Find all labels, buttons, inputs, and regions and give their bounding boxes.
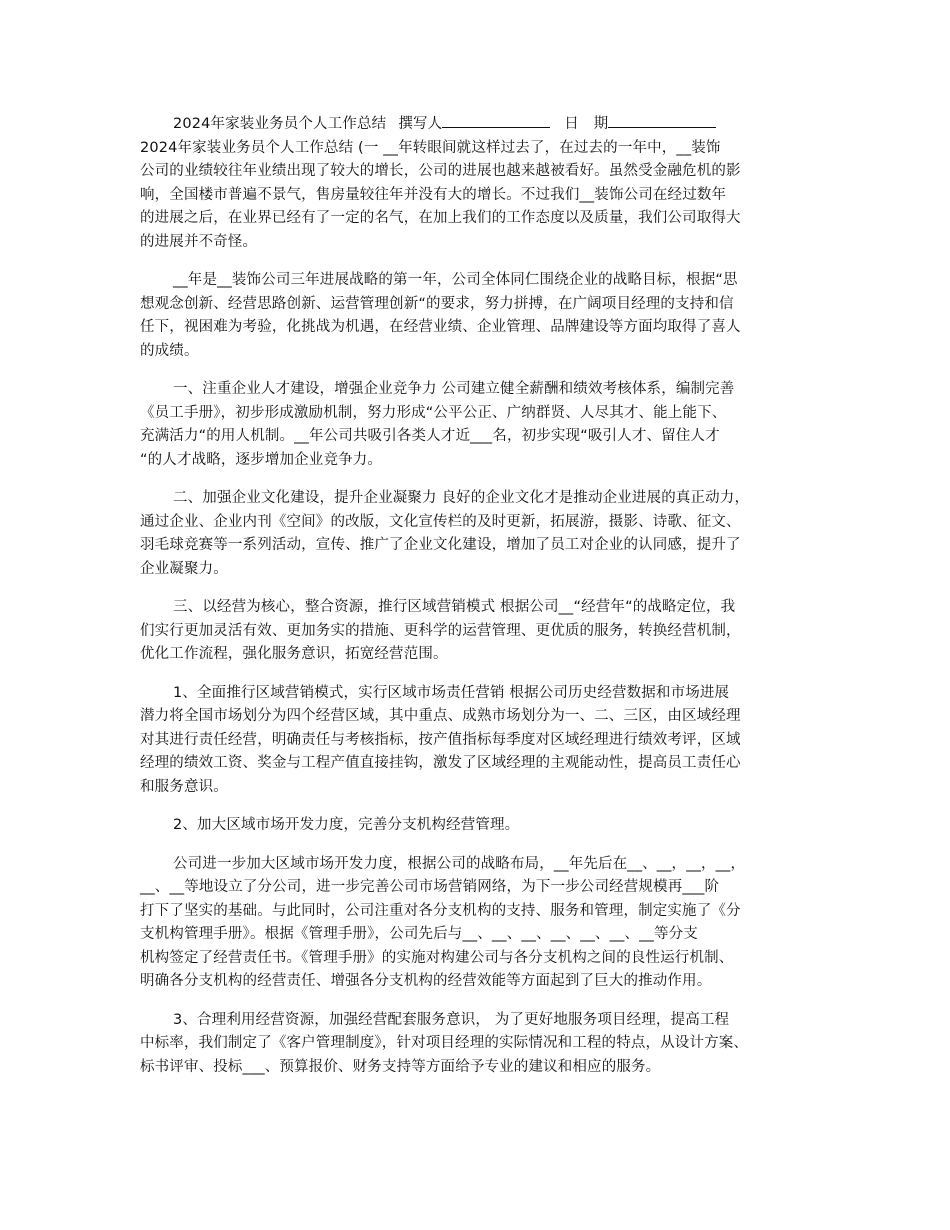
text-line: 通过企业、企业内刊《空间》的改版，文化宣传栏的及时更新，拓展游，摄影、诗歌、征文、 bbox=[140, 513, 741, 530]
paragraph-item-1 bbox=[140, 682, 812, 800]
author-blank bbox=[442, 112, 550, 128]
document-page bbox=[140, 112, 812, 1079]
paragraph-section-3 bbox=[140, 596, 812, 667]
paragraph-item-3 bbox=[140, 1009, 812, 1080]
document-title: 2024年家装业务员个人工作总结 bbox=[173, 116, 387, 132]
paragraph-intro bbox=[140, 137, 812, 255]
text-line: 潜力将全国市场划分为四个经营区域，其中重点、成熟市场划分为一、二、三区，由区域经理 bbox=[140, 708, 741, 724]
text-line: 公司进一步加大区域市场开发力度，根据公司的战略布局，__年先后在__、__，__，__， bbox=[173, 855, 746, 872]
date-label: 日 期 bbox=[564, 116, 609, 132]
text-line: 的进展之后，在业界已经有了一定的名气，在加上我们的工作态度以及质量，我们公司取得大 bbox=[140, 210, 741, 226]
text-line: 响，全国楼市普遍不景气，售房量较往年并没有大的增长。不过我们__装饰公司在经过数年 bbox=[140, 186, 727, 203]
paragraph-item-2 bbox=[140, 814, 812, 838]
text-line: 三、以经营为核心，整合资源，推行区域营销模式 根据公司__“经营年“的战略定位，我 bbox=[173, 599, 736, 615]
text-line: 支机构管理手册》。根据《管理手册》，公司先后与__、__、__、__、__、__、__等分支 bbox=[140, 926, 698, 942]
text-line: 优化工作流程，强化服务意识，拓宽经营范围。 bbox=[140, 646, 448, 662]
text-line: “的人才战略，逐步增加企业竞争力。 bbox=[140, 451, 383, 468]
paragraph-strategy bbox=[140, 269, 812, 363]
paragraph-section-2 bbox=[140, 487, 812, 581]
text-line: 打下了坚实的基础。与此同时，公司注重对各分支机构的支持、服务和管理，制定实施了《分 bbox=[140, 902, 741, 919]
text-line: 对其进行责任经营，明确责任与考核指标，按产值指标每季度对区域经理进行绩效考评，区域 bbox=[140, 731, 741, 748]
author-label: 撰写人 bbox=[398, 116, 443, 132]
text-line: 经理的绩效工资、奖金与工程产值直接挂钩，激发了区域经理的主观能动性，提高员工责任心 bbox=[140, 755, 741, 771]
text-line: 二、加强企业文化建设，提升企业凝聚力 良好的企业文化才是推动企业进展的真正动力， bbox=[173, 490, 750, 506]
text-line: 企业凝聚力。 bbox=[140, 560, 228, 577]
text-line: 的进展并不奇怪。 bbox=[140, 233, 258, 250]
text-line: 羽毛球竞赛等一系列活动，宣传、推广了企业文化建设，增加了员工对企业的认同感，提升了 bbox=[140, 537, 741, 553]
paragraph-section-1 bbox=[140, 378, 812, 472]
text-line: 1、全面推行区域营销模式，实行区域市场责任营销 根据公司历史经营数据和市场进展 bbox=[173, 684, 730, 701]
text-line: __年是__装饰公司三年进展战略的第一年，公司全体同仁围绕企业的战略目标，根据“思 bbox=[173, 272, 738, 288]
text-line: 3、合理利用经营资源，加强经营配套服务意识， 为了更好地服务项目经理，提高工程 bbox=[173, 1011, 730, 1028]
text-line: 机构签定了经营责任书。《管理手册》的实施对构建公司与各分支机构之间的良性运行机制、 bbox=[140, 949, 734, 966]
text-line: 充满活力“的用人机制。__年公司共吸引各类人才近___名，初步实现“吸引人才、留住人才 bbox=[140, 428, 720, 444]
text-line: __、__等地设立了分公司，进一步完善公司市场营销网络，为下一步公司经营规模再___阶 bbox=[140, 879, 720, 895]
text-line: 2、加大区域市场开发力度，完善分支机构经营管理。 bbox=[173, 817, 520, 833]
date-blank bbox=[608, 112, 716, 128]
text-line: 的成绩。 bbox=[140, 342, 199, 359]
text-line: 《员工手册》，初步形成激励机制，努力形成“公平公正、广纳群贤、人尽其才、能上能下、 bbox=[140, 404, 727, 421]
text-line: 标书评审、投标___、预算报价、财务支持等方面给予专业的建议和相应的服务。 bbox=[140, 1058, 661, 1075]
text-line: 2024年家装业务员个人工作总结 (一 __年转眼间就这样过去了，在过去的一年中，__装饰 bbox=[140, 139, 721, 156]
text-line: 想观念创新、经营思路创新、运营管理创新“的要求，努力拼搏，在广阔项目经理的支持和信 bbox=[140, 295, 734, 312]
paragraph-branches bbox=[140, 853, 812, 994]
text-line: 们实行更加灵活有效、更加务实的措施、更科学的运营管理、更优质的服务，转换经营机制， bbox=[140, 622, 741, 639]
text-line: 明确各分支机构的经营责任、增强各分支机构的经营效能等方面起到了巨大的推动作用。 bbox=[140, 973, 712, 989]
text-line: 公司的业绩较往年业绩出现了较大的增长，公司的进展也越来越被看好。虽然受金融危机的影 bbox=[140, 163, 741, 179]
text-line: 任下，视困难为考验，化挑战为机遇，在经营业绩、企业管理、品牌建设等方面均取得了喜人 bbox=[140, 319, 741, 335]
text-line: 和服务意识。 bbox=[140, 778, 228, 795]
document-header bbox=[140, 112, 812, 137]
text-line: 中标率，我们制定了《客户管理制度》，针对项目经理的实际情况和工程的特点，从设计方案、 bbox=[140, 1035, 749, 1051]
text-line: 一、注重企业人才建设，增强企业竞争力 公司建立健全薪酬和绩效考核体系，编制完善 bbox=[173, 381, 735, 397]
